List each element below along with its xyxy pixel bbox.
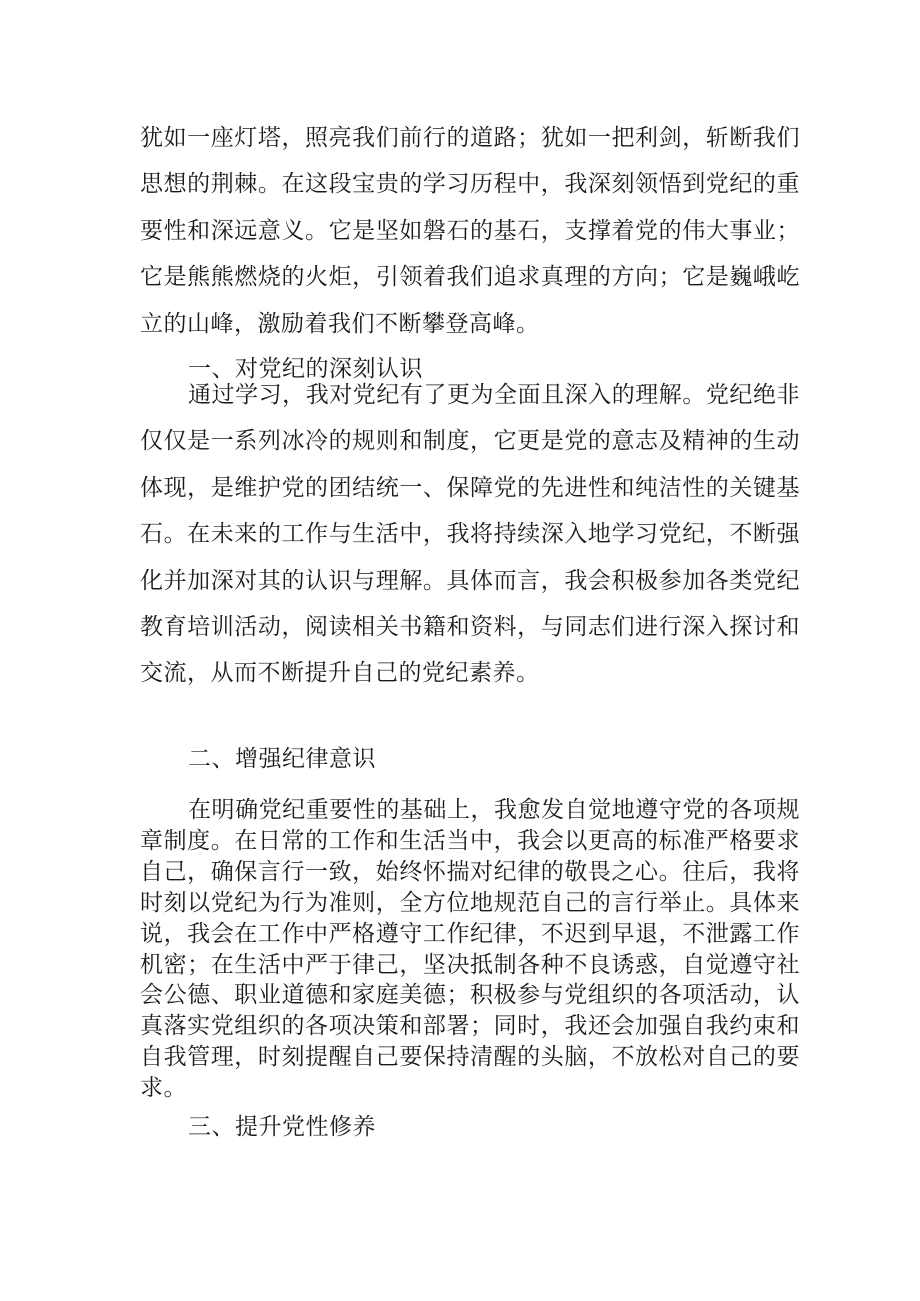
- section-2-paragraph: 在明确党纪重要性的基础上，我愈发自觉地遵守党的各项规章制度。在日常的工作和生活当中，我会以更高的标准严格要求自己，确保言行一致，始终怀揣对纪律的敬畏之心。往后，我将时刻以党纪为行为准则，全方位地规范自己的言行举止。具体来说，我会在工作中严格遵守工作纪律，不迟到早退，不泄露工作机密；在生活中严于律己，坚决抵制各种不良诱惑，自觉遵守社会公德、职业道德和家庭美德；积极参与党组织的各项活动，认真落实党组织的各项决策和部署；同时，我还会加强自我约束和自我管理，时刻提醒自己要保持清醒的头脑，不放松对自己的要求。: [140, 797, 800, 1102]
- intro-paragraph: 犹如一座灯塔，照亮我们前行的道路；犹如一把利剑，斩断我们思想的荆棘。在这段宝贵的学习历程中，我深刻领悟到党纪的重要性和深远意义。它是坚如磐石的基石，支撑着党的伟大事业；它是熊熊燃烧的火炬，引领着我们追求真理的方向；它是巍峨屹立的山峰，激励着我们不断攀登高峰。: [140, 125, 800, 337]
- section-heading-3: 三、提升党性修养: [188, 1114, 376, 1140]
- section-heading-2: 二、增强纪律意识: [188, 746, 376, 772]
- section-1-paragraph: 通过学习，我对党纪有了更为全面且深入的理解。党纪绝非仅仅是一系列冰冷的规则和制度，它更是党的意志及精神的生动体现，是维护党的团结统一、保障党的先进性和纯洁性的关键基石。在未来的工作与生活中，我将持续深入地学习党纪，不断强化并加深对其的认识与理解。具体而言，我会积极参加各类党纪教育培训活动，阅读相关书籍和资料，与同志们进行深入探讨和交流，从而不断提升自己的党纪素养。: [140, 382, 800, 687]
- section-heading-1: 一、对党纪的深刻认识: [188, 356, 423, 382]
